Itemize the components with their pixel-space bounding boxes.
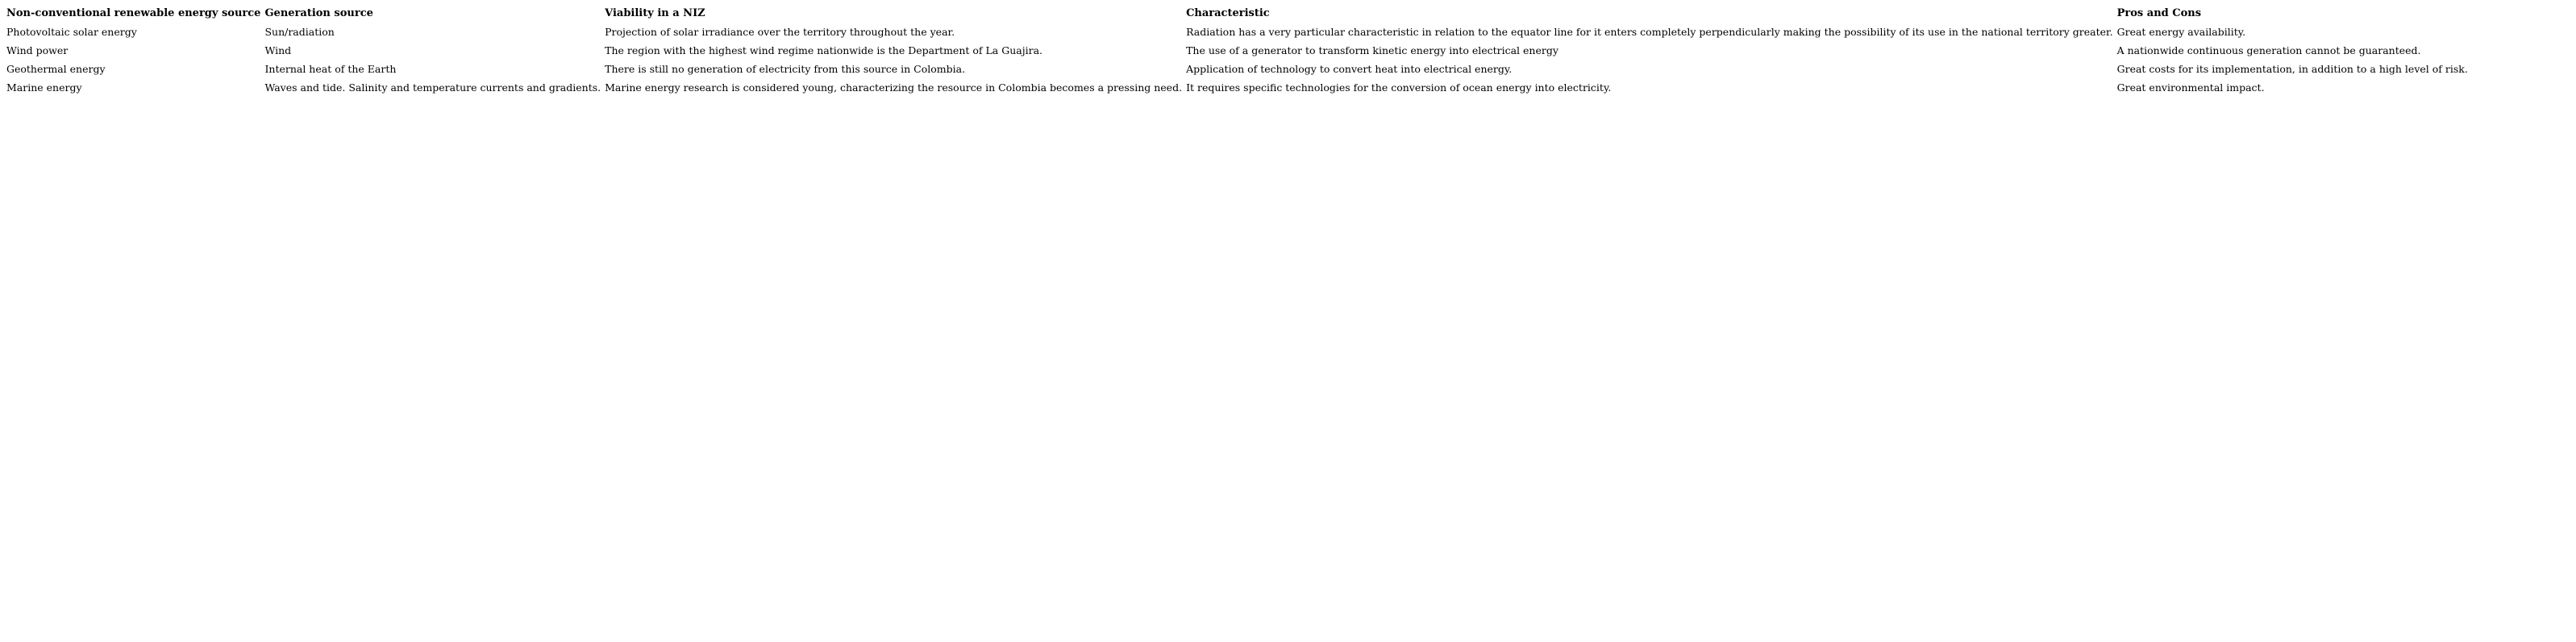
header-source: Non-conventional renewable energy source [6, 7, 261, 19]
cell-source: Geothermal energy [6, 63, 106, 75]
header-characteristic: Characteristic [1186, 7, 1270, 19]
table-row [6, 80, 2468, 96]
energy-sources-table [2, 3, 2471, 98]
cell-generation-source: Internal heat of the Earth [264, 63, 397, 75]
header-row [6, 6, 2468, 22]
header-pros-cons: Pros and Cons [2116, 7, 2202, 19]
cell-characteristic: The use of a generator to transform kinetic energy into electrical energy [1186, 44, 1559, 56]
cell-viability: There is still no generation of electricity from this source in Colombia. [605, 63, 966, 75]
table-header [6, 6, 2468, 22]
header-generation-source: Generation source [264, 7, 373, 19]
cell-pros-cons: Great environmental impact. [2116, 81, 2265, 94]
cell-viability: The region with the highest wind regime nationwide is the Department of La Guajira. [605, 44, 1042, 56]
cell-generation-source: Sun/radiation [264, 26, 335, 38]
cell-source: Wind power [6, 44, 69, 56]
cell-pros-cons: Great costs for its implementation, in addition to a high level of risk. [2116, 63, 2468, 75]
cell-viability: Projection of solar irradiance over the territory throughout the year. [605, 26, 955, 38]
cell-source: Marine energy [6, 81, 82, 94]
table-row [6, 43, 2468, 59]
table-row [6, 61, 2468, 77]
table-row [6, 24, 2468, 40]
cell-characteristic: Radiation has a very particular characteristic in relation to the equator line for it enters completely perpendicularly making the possibility of its use in the national territory greater. [1186, 26, 2113, 38]
table-body [6, 24, 2468, 96]
cell-source: Photovoltaic solar energy [6, 26, 137, 38]
cell-viability: Marine energy research is considered young, characterizing the resource in Colombia becomes a pressing need. [605, 81, 1183, 94]
cell-characteristic: It requires specific technologies for the conversion of ocean energy into electricity. [1186, 81, 1612, 94]
cell-pros-cons: A nationwide continuous generation cannot be guaranteed. [2116, 44, 2421, 56]
cell-characteristic: Application of technology to convert heat into electrical energy. [1186, 63, 1513, 75]
cell-generation-source: Waves and tide. Salinity and temperature currents and gradients. [264, 81, 601, 94]
header-viability: Viability in a NIZ [605, 7, 705, 19]
cell-generation-source: Wind [264, 44, 292, 56]
cell-pros-cons: Great energy availability. [2116, 26, 2246, 38]
